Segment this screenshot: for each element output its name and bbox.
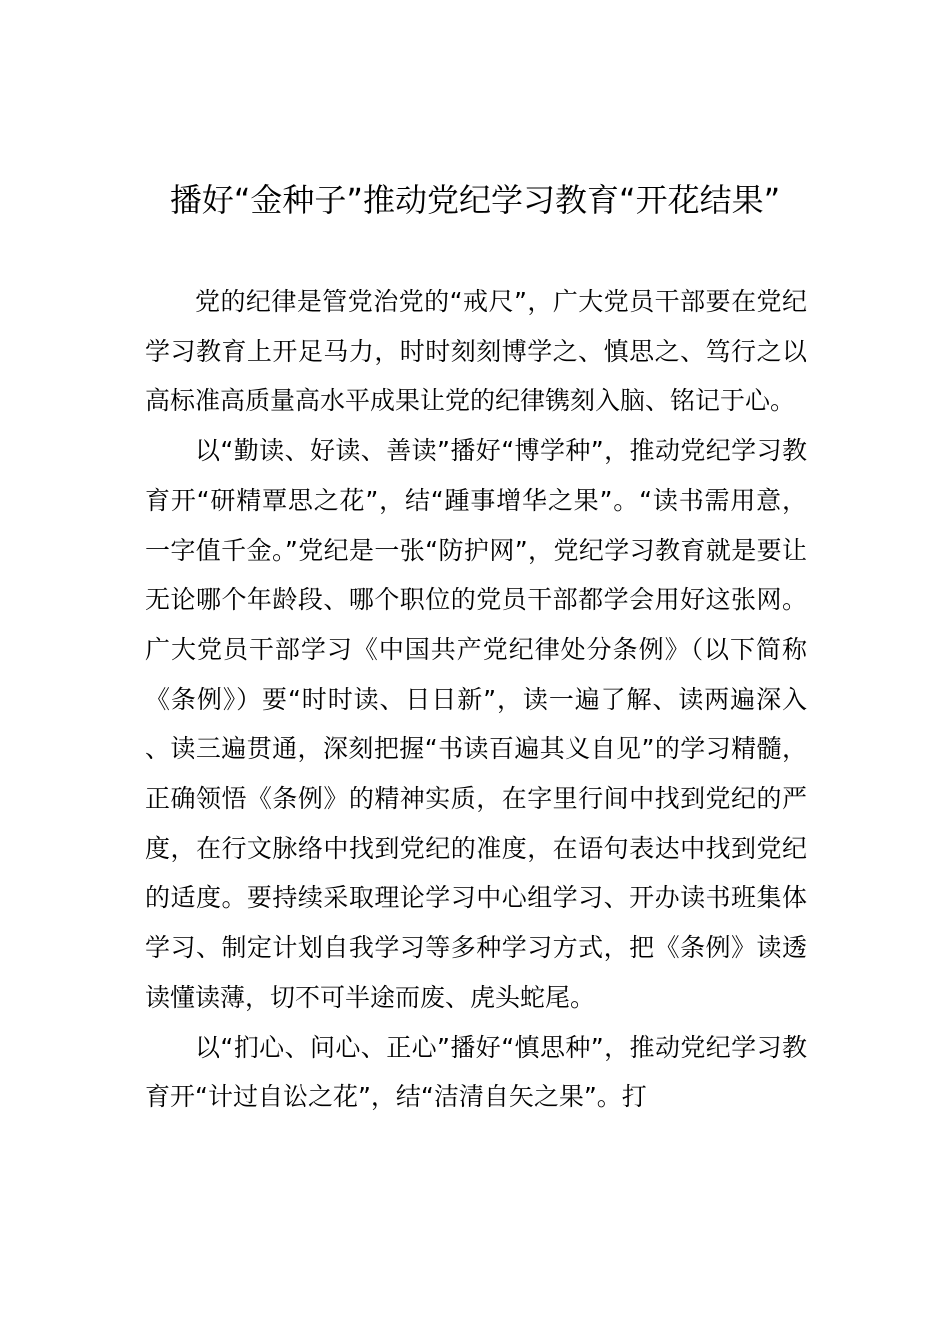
paragraph-reading: 以“勤读、好读、善读”播好“博学种”，推动党纪学习教育开“研精覃思之花”，结“踵事增华之果”。“读书需用意，一字值千金。”党纪是一张“防护网”，党纪学习教育就是要让无论哪个年龄段、哪个职位的党员干部都学会用好这张网。广大党员干部学习《中国共产党纪律处分条例》（以下简称《条例》）要“时时读、日日新”，读一遍了解、读两遍深入、读三遍贯通，深刻把握“书读百遍其义自见”的学习精髓，正确领悟《条例》的精神实质，在字里行间中找到党纪的严度，在行文脉络中找到党纪的准度，在语句表达中找到党纪的适度。要持续采取理论学习中心组学习、开办读书班集体学习、制定计划自我学习等多种学习方式，把《条例》读透读懂读薄，切不可半途而废、虎头蛇尾。 <box>145 436 807 1012</box>
paragraph-intro: 党的纪律是管党治党的“戒尺”，广大党员干部要在党纪学习教育上开足马力，时时刻刻博学之、慎思之、笃行之以高标准高质量高水平成果让党的纪律镌刻入脑、铭记于心。 <box>145 287 807 416</box>
document-body <box>145 277 807 1122</box>
document-title: 播好“金种子”推动党纪学习教育“开花结果” <box>169 181 781 219</box>
paragraph-reflection: 以“扪心、问心、正心”播好“慎思种”，推动党纪学习教育开“计过自讼之花”，结“洁清自矢之果”。打 <box>145 1032 807 1112</box>
